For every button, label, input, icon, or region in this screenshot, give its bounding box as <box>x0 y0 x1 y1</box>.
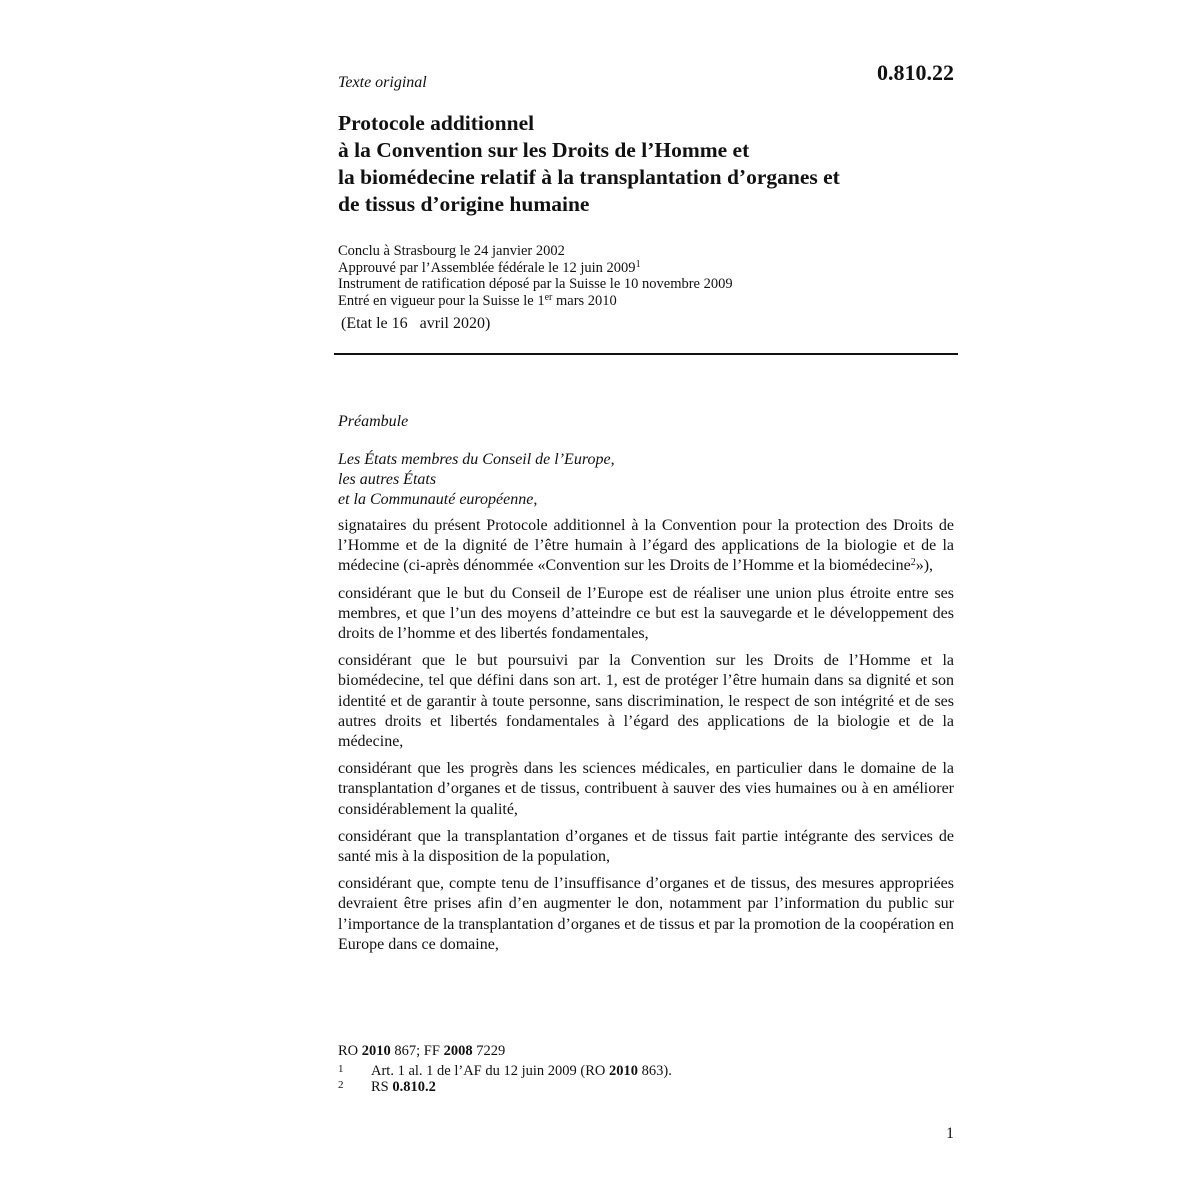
title-line: de tissus d’origine humaine <box>338 192 590 216</box>
preamble-paragraph: considérant que les progrès dans les sciences médicales, en particulier dans le domaine de la transplantation d’organes et de tissus, contribuent à sauver des vies humaines ou à en améliorer considérablement la qualité, <box>338 760 954 818</box>
official-reference <box>338 1043 505 1060</box>
preamble-paragraph: considérant que le but poursuivi par la Convention sur les Droits de l’Homme et la biomédecine, tel que défini dans son art. 1, est de protéger l’être humain dans sa dignité et son identité et de garantir à toute personne, sans discrimination, le respect de son intégrité et de ses autres droits et libertés fondamentales à l’égard des applications de la biologie et de la médecine, <box>338 652 954 751</box>
entry-superscript: er <box>544 291 553 303</box>
entry-suffix: mars 2010 <box>552 292 617 309</box>
footnote-mark: 2 <box>910 557 916 569</box>
footnote <box>338 1079 672 1095</box>
preamble-heading: Préambule <box>338 413 409 430</box>
ratification-date: Instrument de ratification déposé par la Suisse le 10 novembre 2009 <box>338 276 733 292</box>
metadata-block <box>338 243 733 309</box>
entry-into-force <box>338 293 733 310</box>
party-line: et la Communauté européenne, <box>338 491 538 508</box>
title-line: à la Convention sur les Droits de l’Homme et <box>338 138 750 162</box>
title-line: la biomédecine relatif à la transplantation d’organes et <box>338 165 840 189</box>
preamble-paragraph: considérant que le but du Conseil de l’Europe est de réaliser une union plus étroite entre ses membres, et que l’un des moyens d’atteindre ce but est la sauvegarde et le développement des droits de l’homme et des libertés fondamentales, <box>338 584 954 643</box>
party-line: Les États membres du Conseil de l’Europe, <box>338 451 615 468</box>
sr-number: 0.810.22 <box>877 60 954 85</box>
footnote-text-suffix: 863). <box>638 1063 672 1079</box>
ff-year: 2008 <box>443 1043 473 1059</box>
footnote-text <box>371 1063 672 1079</box>
footnotes <box>338 1063 672 1095</box>
preamble-paragraph: considérant que, compte tenu de l’insuffisance d’organes et de tissus, des mesures appropriées devraient être prises afin d’en augmenter le don, notamment par l’information du public sur l’importance de la transplantation d’organes et de tissus et par la promotion de la coopération en Europe dans ce domaine, <box>338 875 954 953</box>
footnote-text-prefix: RS <box>371 1079 393 1095</box>
ro-year: 2010 <box>361 1043 391 1059</box>
ro-prefix: RO <box>338 1043 362 1059</box>
approved-date <box>338 260 733 277</box>
ff-page: 7229 <box>472 1043 506 1059</box>
preamble-body <box>338 516 954 962</box>
approved-text: Approuvé par l’Assemblée fédérale le 12 juin 2009 <box>338 259 636 276</box>
ro-page: 867; FF <box>390 1043 444 1059</box>
footnote-number: 1 <box>338 1063 344 1075</box>
footnote-text <box>371 1079 436 1095</box>
footnote-mark: 1 <box>635 258 641 270</box>
document-title <box>338 110 958 218</box>
paragraph-text: signataires du présent Protocole additionnel à la Convention pour la protection des Droits de l’Homme et de la dignité de l’être humain à l’égard des applications de la biologie et de la médecine (ci-après dénommée «Convention sur les Droits de l’Homme et la biomédecine <box>338 517 954 575</box>
footnote-text-bold: 0.810.2 <box>392 1079 436 1095</box>
preamble-paragraph: considérant que la transplantation d’organes et de tissus fait partie intégrante des services de santé mis à la disposition de la population, <box>338 827 954 866</box>
footnote-text-bold: 2010 <box>609 1063 639 1079</box>
footnote-text-prefix: Art. 1 al. 1 de l’AF du 12 juin 2009 (RO <box>371 1063 610 1079</box>
preamble-paragraph <box>338 516 954 577</box>
parties-list <box>338 450 615 510</box>
title-line: Protocole additionnel <box>338 111 535 135</box>
concluded-date: Conclu à Strasbourg le 24 janvier 2002 <box>338 243 565 259</box>
entry-prefix: Entré en vigueur pour la Suisse le 1 <box>338 292 545 309</box>
status-date: (Etat le 16 avril 2020) <box>341 315 491 332</box>
horizontal-rule <box>334 353 958 355</box>
footnote-number: 2 <box>338 1079 344 1091</box>
page-number: 1 <box>946 1125 954 1142</box>
original-text-label: Texte original <box>338 74 427 91</box>
party-line: les autres États <box>338 471 437 488</box>
footnote <box>338 1063 672 1079</box>
paragraph-end: »), <box>915 557 934 575</box>
